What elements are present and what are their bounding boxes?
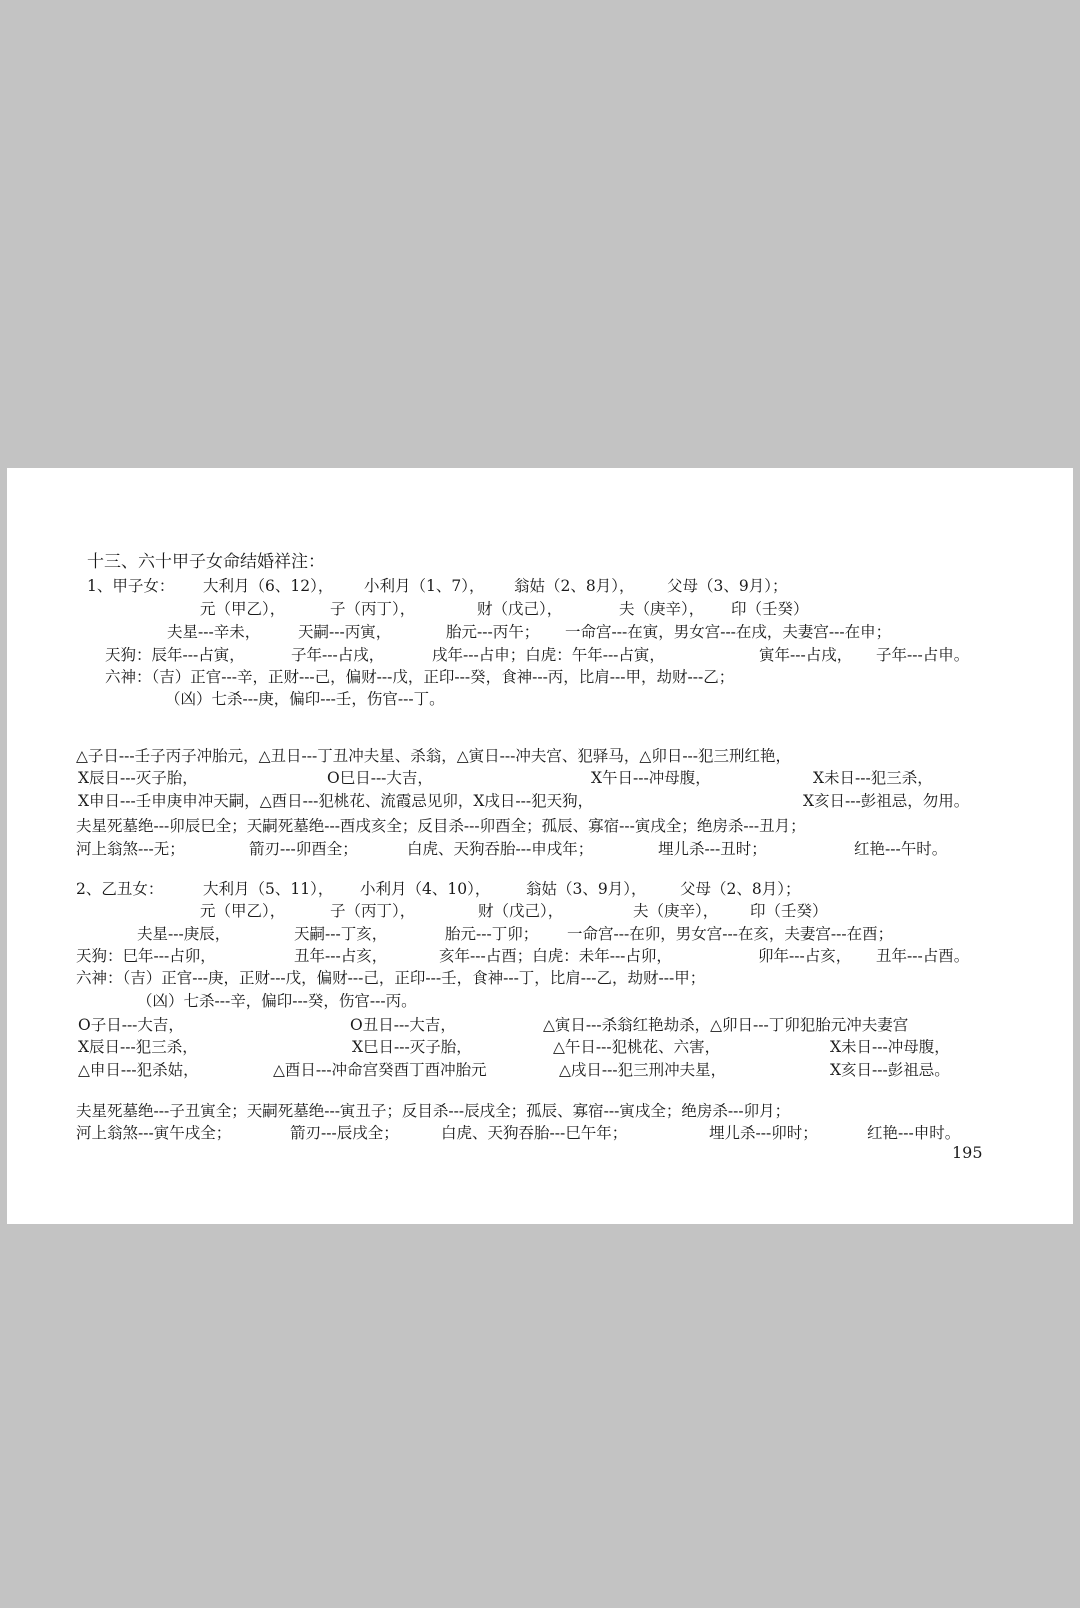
document-page: 十三、六十甲子女命结婚祥注： 1、甲子女： 大利月（6、12）， 小利月（1、7）， 翁姑（2、8月）， 父母（3、9月）； 元（甲乙）， 子（丙丁）， 财（戊己）， 夫（庚辛）， 印（壬癸） 夫星---辛未， 天嗣---丙寅， 胎元---丙午； 一命宫---在寅，男女宫---在戌，夫妻宫---在申； 天狗：辰年---占寅， 子年---占戌， 戌年---占申；白虎：午年---占寅， 寅年---占戌， 子年---占申。 六神：（吉）正官---辛，正财---己，偏财---戊，正印---癸，食神---丙，比肩---甲，劫财---乙； （凶）七杀---庚，偏印---壬，伤官---丁。 △子日---壬子丙子冲胎元，△丑日---丁丑冲夫星、杀翁，△寅日---冲夫宫、犯驿马，△卯日---犯三刑红艳， X辰日---灭子胎， O巳日---大吉， X午日---冲母腹， X未日---犯三杀， X申日---壬申庚申冲天嗣，△酉日---犯桃花、流霞忌见卯，X戌日---犯天狗， X亥日---彭祖忌，勿用。 夫星死墓绝---卯辰巳全；天嗣死墓绝---酉戌亥全；反目杀---卯酉全；孤辰、寡宿---寅戌全；绝房杀---丑月； 河上翁煞---无； 箭刃---卯酉全； 白虎、天狗吞胎---申戌年； 埋儿杀---丑时； 红艳---午时。 2、乙丑女： 大利月（5、11）， 小利月（4、10）， 翁姑（3、9月）， 父母（2、8月）； 元（甲乙）， 子（丙丁）， 财（戊己）， 夫（庚辛）， 印（壬癸） 夫星---庚辰， 天嗣---丁亥， 胎元---丁卯； 一命宫---在卯，男女宫---在亥，夫妻宫---在酉； 天狗：巳年---占卯， 丑年---占亥， 亥年---占酉；白虎：未年---占卯， 卯年---占亥， 丑年---占酉。 六神：（吉）正官---庚，正财---戊，偏财---己，正印---壬，食神---丁，比肩---乙，劫财---甲； （凶）七杀---辛，偏印---癸，伤官---丙。 O子日---大吉， O丑日---大吉， △寅日---杀翁红艳劫杀，△卯日---丁卯犯胎元冲夫妻宫 X辰日---犯三杀， X巳日---灭子胎， △午日---犯桃花、六害， X未日---冲母腹， △申日---犯杀姑， △酉日---冲命宫癸酉丁酉冲胎元 △戌日---犯三刑冲夫星， X亥日---彭祖忌。 夫星死墓绝---子丑寅全；天嗣死墓绝---寅丑子；反目杀---辰戌全；孤辰、寡宿---寅戌全；绝房杀---卯月； 河上翁煞---寅午戌全； 箭刃---辰戌全； 白虎、天狗吞胎---巳午年； 埋儿杀---卯时； 红艳---申时。 195 <box>7 468 1073 1224</box>
